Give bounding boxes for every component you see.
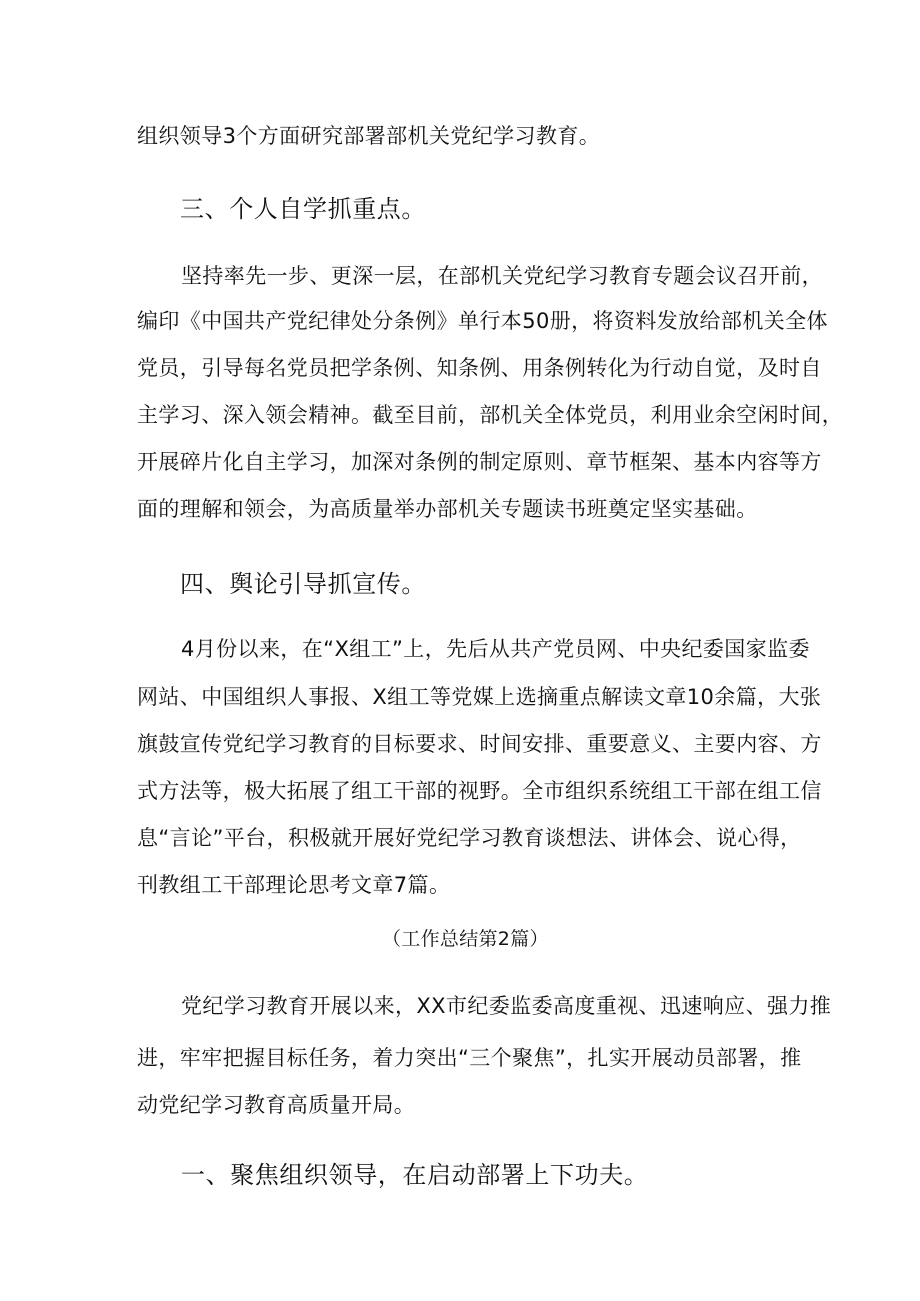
paragraph-line: 面的理解和领会，为高质量举办部机关专题读书班奠定坚实基础。: [137, 497, 758, 521]
paragraph-line: 编印《中国共产党纪律处分条例》单行本50册，将资料发放给部机关全体: [137, 309, 828, 333]
section-1-heading: 一、聚焦组织领导，在启动部署上下功夫。: [181, 1161, 649, 1189]
paragraph-line: 坚持率先一步、更深一层，在部机关党纪学习教育专题会议召开前，: [181, 264, 823, 288]
paragraph-line: 开展碎片化自主学习，加深对条例的制定原则、章节框架、基本内容等方: [137, 450, 822, 474]
paragraph-line: 主学习、深入领会精神。截至目前，部机关全体党员，利用业余空闲时间，: [137, 403, 844, 427]
paragraph-line: 动党纪学习教育高质量开局。: [137, 1093, 416, 1117]
paragraph-line: 网站、中国组织人事报、X组工等党媒上选摘重点解读文章10余篇，大张: [137, 685, 822, 709]
intro-tail-line: 组织领导3个方面研究部署部机关党纪学习教育。: [137, 124, 601, 148]
paragraph-line: 式方法等，极大拓展了组工干部的视野。全市组织系统组工干部在组工信: [137, 779, 822, 803]
section-3-heading: 三、个人自学抓重点。: [180, 195, 426, 223]
paragraph-line: 息“言论”平台，积极就开展好党纪学习教育谈想法、讲体会、说心得，: [137, 826, 802, 850]
section-4-heading: 四、舆论引导抓宣传。: [180, 570, 426, 598]
paragraph-line: 刊教组工干部理论思考文章7篇。: [137, 873, 451, 897]
paragraph-line: 党员，引导每名党员把学条例、知条例、用条例转化为行动自觉，及时自: [137, 356, 822, 380]
paragraph-line: 进，牢牢把握目标任务，着力突出“三个聚焦”，扎实开展动员部署，推: [137, 1046, 802, 1070]
paragraph-line: 旗鼓宣传党纪学习教育的目标要求、时间安排、重要意义、主要内容、方: [137, 732, 822, 756]
paragraph-line: 4月份以来，在“X组工”上，先后从共产党员网、中央纪委国家监委: [181, 637, 810, 661]
paragraph-line: 党纪学习教育开展以来，XX市纪委监委高度重视、迅速响应、强力推: [181, 994, 832, 1018]
article-label: （工作总结第2篇）: [382, 928, 549, 950]
